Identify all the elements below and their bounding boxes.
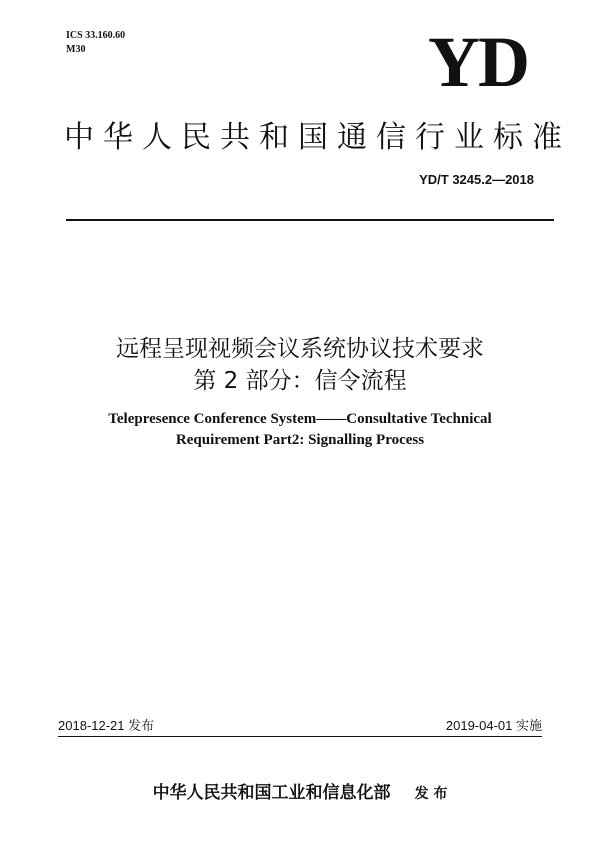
yd-logo: YD: [428, 22, 528, 102]
issuer-line: [0, 778, 600, 803]
standard-number: YD/T 3245.2—2018: [419, 172, 534, 187]
ics-code: ICS 33.160.60: [66, 30, 126, 41]
ccs-code: M30: [66, 44, 86, 55]
issuer-name: 中华人民共和国工业和信息化部: [152, 783, 391, 803]
footer-divider: [58, 736, 542, 737]
english-title: [0, 409, 600, 451]
chinese-title-line1: 远程呈现视频会议系统协议技术要求: [116, 336, 484, 362]
english-title-line1: Telepresence Conference System——Consultative Technical: [108, 411, 492, 427]
chinese-title: [0, 333, 600, 397]
issuer-action: 发 布: [414, 786, 448, 802]
organization-heading: 中华人民共和国通信行业标准: [64, 120, 571, 155]
header-divider: [66, 219, 554, 221]
english-title-line2: Requirement Part2: Signalling Process: [175, 432, 425, 448]
publish-date: 2018-12-21 发布: [58, 718, 155, 733]
implement-date: 2019-04-01 实施: [445, 718, 542, 733]
chinese-title-line2: 第 2 部分：信令流程: [193, 368, 407, 394]
classification-codes: [66, 29, 125, 57]
